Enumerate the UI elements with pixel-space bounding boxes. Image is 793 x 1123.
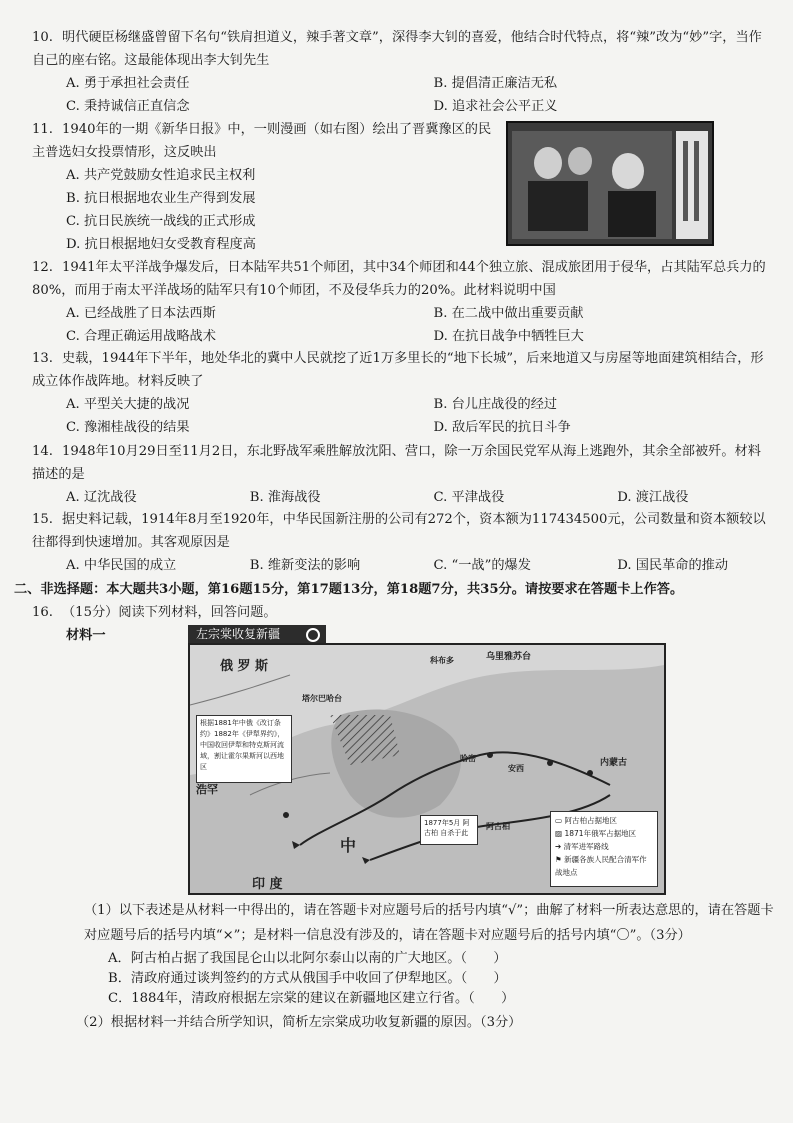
question-16-part-2: （2）根据材料一并结合所学知识，简析左宗棠成功收复新疆的原因。（3分） (76, 1015, 522, 1030)
question-stem: 1940年的一期《新华日报》中，一则漫画（如右图）绘出了晋冀豫区的民主普选妇女投票情形，这反映出 (32, 122, 492, 160)
question-stem: 1941年太平洋战争爆发后，日本陆军共51个师团，其中34个师团和44个独立旅、混成旅团用于侵华，占其陆军总兵力的80%，而用于南太平洋战场的陆军只有10个师团，不及侵华兵力的20%。此材料说明中国 (32, 260, 766, 298)
option-a: A. 辽沈战役 (66, 490, 137, 505)
option-b: B. 淮海战役 (249, 490, 321, 505)
question-10 (32, 26, 767, 118)
option-c: C. 合理正确运用战略战术 (66, 329, 216, 344)
question-stem: （15分）阅读下列材料，回答问题。 (62, 605, 277, 620)
option-b: B. 抗日根据地农业生产得到发展 (66, 191, 256, 206)
question-15 (32, 508, 767, 577)
legend-item: ▨ 1871年俄军占据地区 (555, 829, 637, 838)
material-map (188, 625, 666, 895)
cartoon-image (506, 121, 714, 246)
map-title: 左宗棠收复新疆 (188, 625, 326, 643)
material-label: 材料一 (66, 628, 106, 643)
map-legend (550, 811, 658, 887)
statement-a: A．阿古柏占据了我国昆仑山以北阿尔泰山以南的广大地区。（ ） (108, 951, 507, 966)
map-callout-aketai: 1877年5月 阿古柏 自杀于此 (420, 815, 478, 845)
question-stem: 1948年10月29日至11月2日，东北野战军乘胜解放沈阳、营口，除一万余国民党军从海上逃跑外，其余全部被歼。材料描述的是 (32, 444, 761, 482)
question-number: 13. (32, 351, 53, 366)
section-heading: 二、非选择题：本大题共3小题，第16题15分，第17题13分，第18题7分，共35分。请按要求在答题卡上作答。 (14, 582, 684, 597)
option-a: A. 共产党鼓励女性追求民主权利 (66, 168, 256, 183)
option-c: C. 抗日民族统一战线的正式形成 (66, 214, 256, 229)
question-number: 15. (32, 512, 53, 527)
map-label-haohan: 浩罕 (196, 783, 218, 796)
question-13 (32, 347, 767, 439)
option-a: A. 已经战胜了日本法西斯 (66, 306, 216, 321)
map-label-hami: 哈密 (460, 754, 476, 763)
option-c: C. 豫湘桂战役的结果 (66, 420, 190, 435)
option-c: C. 秉持诚信正直信念 (66, 99, 190, 114)
map-label-anxi: 安西 (508, 764, 524, 773)
map-label-aketai: 阿古柏 (486, 822, 510, 831)
option-b: B. 维新变法的影响 (249, 558, 361, 573)
map-label-china: 中 (340, 836, 357, 855)
question-stem: 据史料记载，1914年8月至1920年，中华民国新注册的公司有272个，资本额为117434500元，公司数量和资本额较以往都得到快速增加。其客观原因是 (32, 512, 766, 550)
question-number: 10. (32, 30, 53, 45)
map-callout-treaty: 根据1881年中俄《改订条约》1882年《伊犁界约》，中国收回伊犁和特克斯河流域，割让霍尔果斯河以西地区 (196, 715, 292, 783)
legend-item: ⚑ 新疆各族人民配合清军作战地点 (555, 855, 647, 877)
question-11 (32, 118, 502, 256)
map-area (188, 643, 666, 895)
option-a: A. 平型关大捷的战况 (66, 397, 190, 412)
map-label-wuliyasutai: 乌里雅苏台 (486, 652, 532, 662)
option-b: B. 提倡清正廉洁无私 (433, 76, 558, 91)
question-14 (32, 440, 767, 509)
map-label-kebuduo: 科布多 (430, 656, 454, 665)
map-label-tacheng: 塔尔巴哈台 (302, 694, 342, 703)
option-d: D. 追求社会公平正义 (433, 99, 558, 114)
option-c: C. 平津战役 (433, 490, 505, 505)
option-d: D. 渡江战役 (617, 490, 689, 505)
question-number: 12. (32, 260, 53, 275)
option-d: D. 在抗日战争中牺牲巨大 (433, 329, 584, 344)
option-a: A. 勇于承担社会责任 (66, 76, 190, 91)
legend-item: ➔ 清军进军路线 (555, 842, 609, 851)
option-d: D. 敌后军民的抗日斗争 (433, 420, 571, 435)
option-d: D. 国民革命的推动 (617, 558, 729, 573)
statement-c: C．1884年，清政府根据左宗棠的建议在新疆地区建立行省。（ ） (108, 991, 515, 1006)
option-b: B. 在二战中做出重要贡献 (433, 306, 584, 321)
question-12 (32, 256, 767, 348)
question-number: 11. (32, 122, 53, 137)
legend-item: ▭ 阿古柏占据地区 (555, 816, 617, 825)
statement-b: B．清政府通过谈判签约的方式从俄国手中收回了伊犁地区。（ ） (108, 971, 507, 986)
question-16-intro (32, 601, 767, 624)
map-label-neimeng: 内蒙古 (600, 758, 628, 768)
question-number: 16. (32, 605, 53, 620)
cartoon-illustration (508, 123, 712, 244)
option-b: B. 台儿庄战役的经过 (433, 397, 558, 412)
question-stem: 史载，1944年下半年，地处华北的冀中人民就挖了近1万多里长的“地下长城”，后来地道又与房屋等地面建筑相结合，形成立体作战阵地。材料反映了 (32, 351, 764, 389)
question-number: 14. (32, 444, 53, 459)
option-a: A. 中华民国的成立 (66, 558, 177, 573)
option-d: D. 抗日根据地妇女受教育程度高 (66, 237, 256, 252)
option-c: C. “一战”的爆发 (433, 558, 531, 573)
question-16-part-1: （1）以下表述是从材料一中得出的，请在答题卡对应题号后的括号内填“√”；曲解了材料一所表达意思的，请在答题卡对应题号后的括号内填“×”；是材料一信息没有涉及的，请在答题卡对应题号后的括号内填“〇”。（3分） (84, 903, 774, 943)
map-label-russia: 俄 罗 斯 (220, 659, 269, 674)
map-label-india: 印 度 (252, 877, 283, 892)
question-stem: 明代硬臣杨继盛曾留下名句“铁肩担道义，辣手著文章”，深得李大钊的喜爱，他结合时代特点，将“辣”改为“妙”字，当作自己的座右铭。这最能体现出李大钊先生 (32, 30, 762, 68)
